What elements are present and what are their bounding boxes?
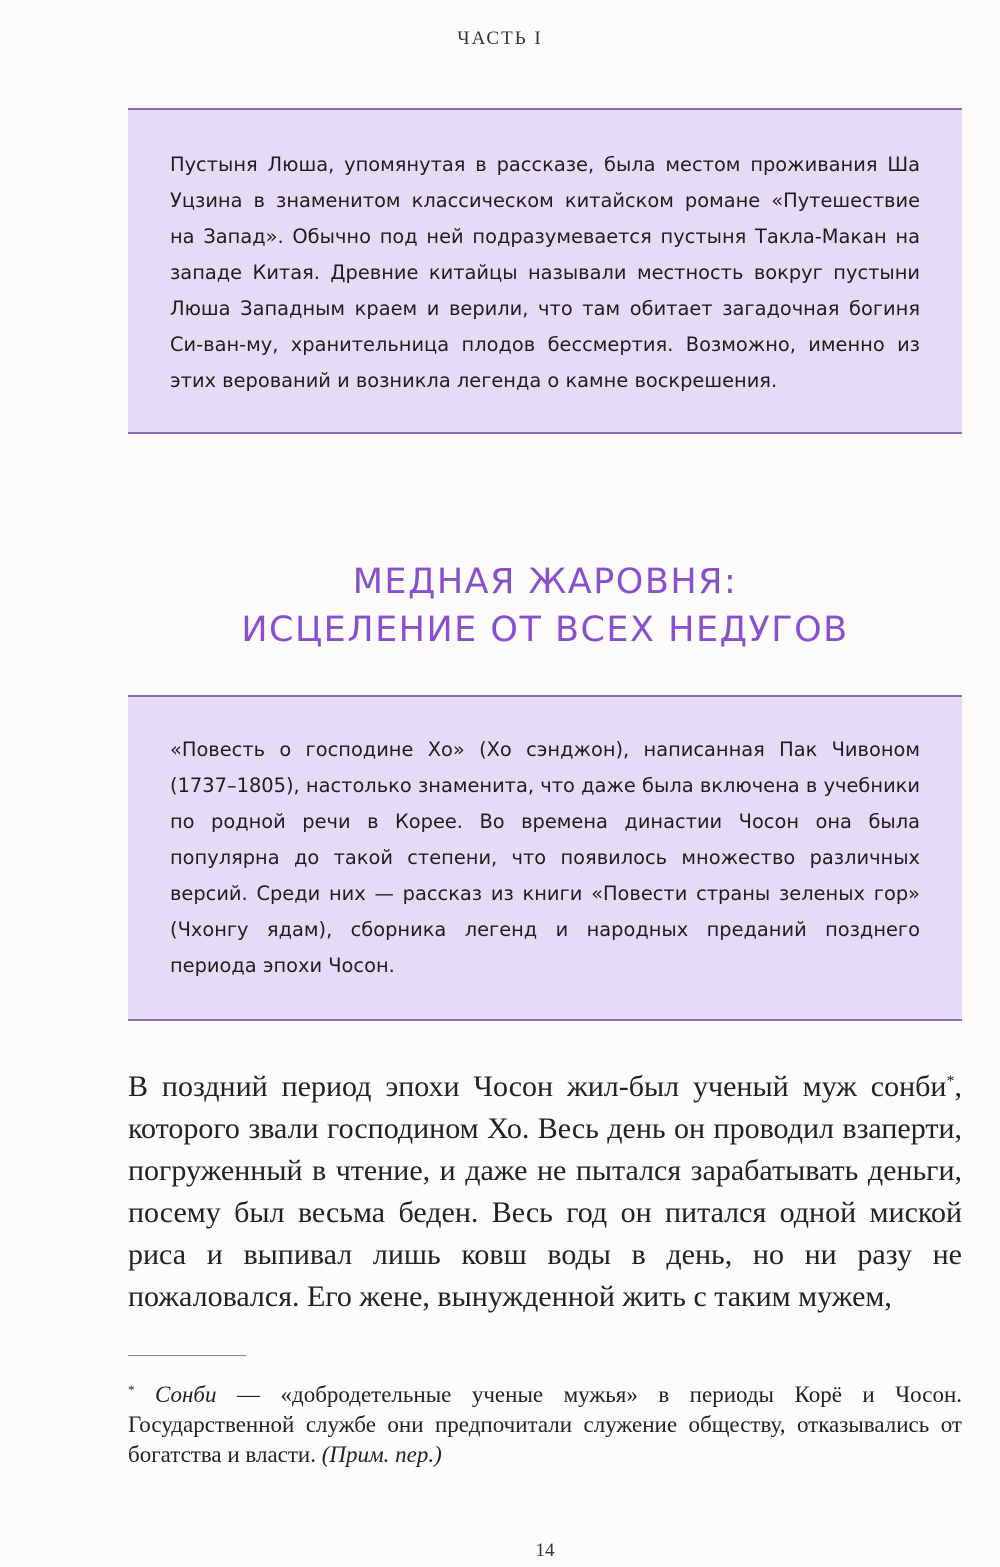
running-head: ЧАСТЬ I [457,28,543,49]
main-paragraph [128,1066,962,1318]
page-number: 14 [535,1540,555,1561]
footnote-translator-note: (Прим. пер.) [321,1442,442,1467]
footnote-mark: * [128,1382,135,1397]
main-paragraph-rest: , которого звали господином Хо. Весь день он проводил взаперти, погруженный в чтение, и даже не пытался зарабатывать деньги, посему был весьма беден. Весь год он питался одной миской риса и выпивал лишь ковш воды в день, но ни разу не пожаловался. Его жене, вынужденной жить с таким мужем, [128,1070,962,1313]
footnote [128,1380,962,1470]
footnote-divider [128,1355,246,1356]
section-heading-line-1: МЕДНАЯ ЖАРОВНЯ: [352,562,738,602]
sidebar-note-2-text: «Повесть о господине Хо» (Хо сэнджон), написанная Пак Чивоном (1737–1805), настолько знаменита, что даже была включена в учебники по родной речи в Корее. Во времена династии Чосон она была популярна до такой степени, что появилось множество различных версий. Среди них — рассказ из книги «Повести страны зеленых гор» (Чхонгу ядам), сборника легенд и народных преданий позднего периода эпохи Чосон. [170,738,920,977]
section-heading [0,558,1000,654]
footnote-text: — «добродетельные ученые мужья» в периоды Корё и Чосон. Государственной службе они предпочитали служение обществу, отказывались от богатства и власти. [128,1382,963,1467]
section-heading-line-2: ИСЦЕЛЕНИЕ ОТ ВСЕХ НЕДУГОВ [241,610,849,650]
sidebar-note-2 [128,695,962,1021]
footnote-reference: * [946,1073,955,1090]
footnote-term: Сонби [155,1382,217,1407]
sidebar-note-1-text: Пустыня Люша, упомянутая в рассказе, была местом проживания Ша Уцзина в знаменитом классическом китайском романе «Путешествие на Запад». Обычно под ней подразумевается пустыня Такла-Макан на западе Китая. Древние китайцы называли местность вокруг пустыни Люша Западным краем и верили, что там обитает загадочная богиня Си-ван-му, хранительница плодов бессмертия. Возможно, именно из этих верований и возникла легенда о камне воскрешения. [170,153,920,392]
sidebar-note-1 [128,108,962,434]
main-paragraph-start: В поздний период эпохи Чосон жил-был ученый муж сонби [128,1070,947,1103]
